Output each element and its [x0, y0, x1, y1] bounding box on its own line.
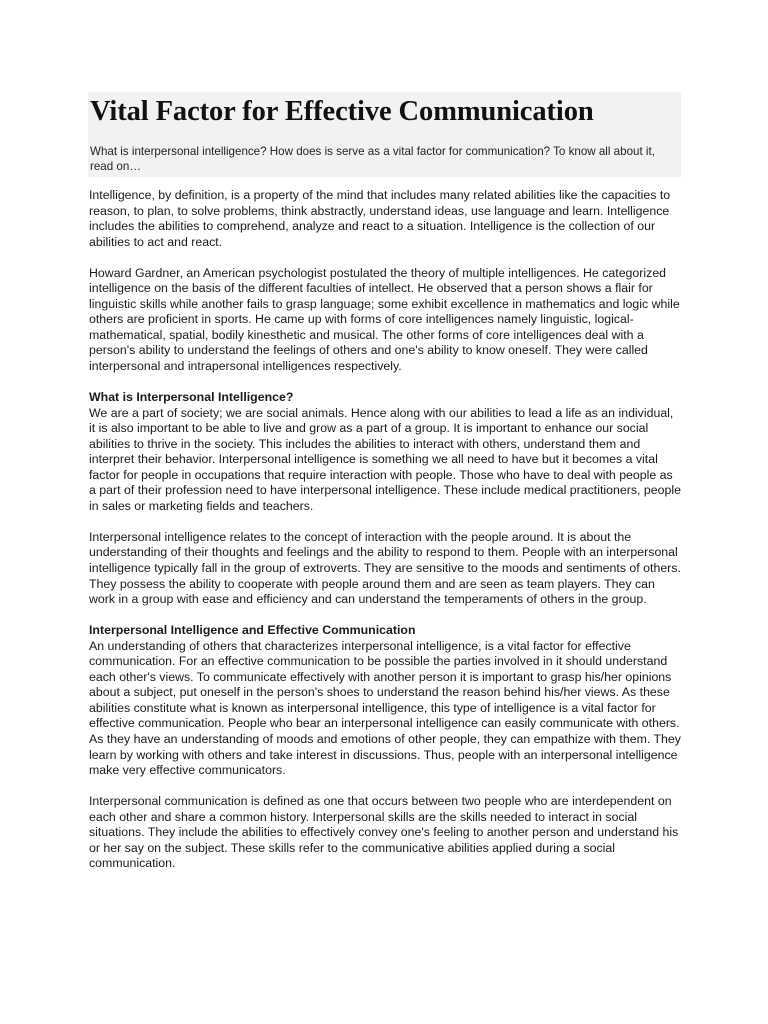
page-subtitle: What is interpersonal intelligence? How does is serve as a vital factor for communication? To know all about it, read on… [90, 145, 655, 173]
article-body [89, 188, 681, 872]
paragraph-intelligence-definition: Intelligence, by definition, is a property of the mind that includes many related abilities like the capacities to reason, to plan, to solve problems, think abstractly, understand ideas, use language and learn. Intelligence includes the abilities to comprehend, analyze and react to a situation. Intelligence is the collection of our abilities to act and react. [89, 188, 671, 249]
paragraph-interaction-concept: Interpersonal intelligence relates to the concept of interaction with the people around. It is about the understanding of their thoughts and feelings and the ability to respond to them. People with an interpersonal intelligence typically fall in the group of extroverts. They are sensitive to the moods and sentiments of others. They possess the ability to cooperate with people around them and are seen as team players. They can work in a group with ease and efficiency and can understand the temperaments of others in the group. [89, 529, 681, 607]
paragraph-howard-gardner: Howard Gardner, an American psychologist postulated the theory of multiple intelligences. He categorized intelligence on the basis of the different faculties of intellect. He observed that a person shows a flair for linguistic skills while another fails to grasp language; some exhibit excellence in mathematics and logic while others are proficient in sports. He came up with forms of core intelligences namely linguistic, logical-mathematical, spatial, bodily kinesthetic and musical. The other forms of core intelligences deal with a person's ability to understand the feelings of others and one's ability to know oneself. They were called interpersonal and intrapersonal intelligences respectively. [89, 265, 680, 373]
section-heading-interpersonal-intelligence: What is Interpersonal Intelligence? [89, 390, 294, 405]
section-heading-effective-communication: Interpersonal Intelligence and Effective Communication [89, 623, 416, 638]
paragraph-social-animals: We are a part of society; we are social animals. Hence along with our abilities to lead a life as an individual, it is also important to be able to live and grow as a part of a group. It is important to enhance our social abilities to thrive in the society. This includes the abilities to interact with others, understand them and interpret their behavior. Interpersonal intelligence is something we all need to have but it becomes a vital factor for people in occupations that require interaction with people. Those who have to deal with people as a part of their profession need to have interpersonal intelligence. These include medical practitioners, people in sales or marketing fields and teachers. [89, 405, 681, 513]
page-title: Vital Factor for Effective Communication [90, 96, 594, 127]
header-box [88, 92, 681, 177]
document-page [89, 92, 681, 887]
paragraph-understanding-others: An understanding of others that characterizes interpersonal intelligence, is a vital factor for effective communication. For an effective communication to be possible the parties involved in it should understand each other's views. To communicate effectively with another person it is important to grasp his/her opinions about a subject, put oneself in the person's shoes to understand the reason behind his/her views. As these abilities constitute what is known as interpersonal intelligence, this type of intelligence is a vital factor for effective communication. People who bear an interpersonal intelligence can easily communicate with others. As they have an understanding of moods and emotions of other people, they can empathize with them. They learn by working with others and take interest in discussions. Thus, people with an interpersonal intelligence make very effective communicators. [89, 638, 681, 778]
paragraph-interpersonal-communication: Interpersonal communication is defined as one that occurs between two people who are interdependent on each other and share a common history. Interpersonal skills are the skills needed to interact in social situations. They include the abilities to effectively convey one's feeling to another person and understand his or her say on the subject. These skills refer to the communicative abilities applied during a social communication. [89, 794, 679, 871]
